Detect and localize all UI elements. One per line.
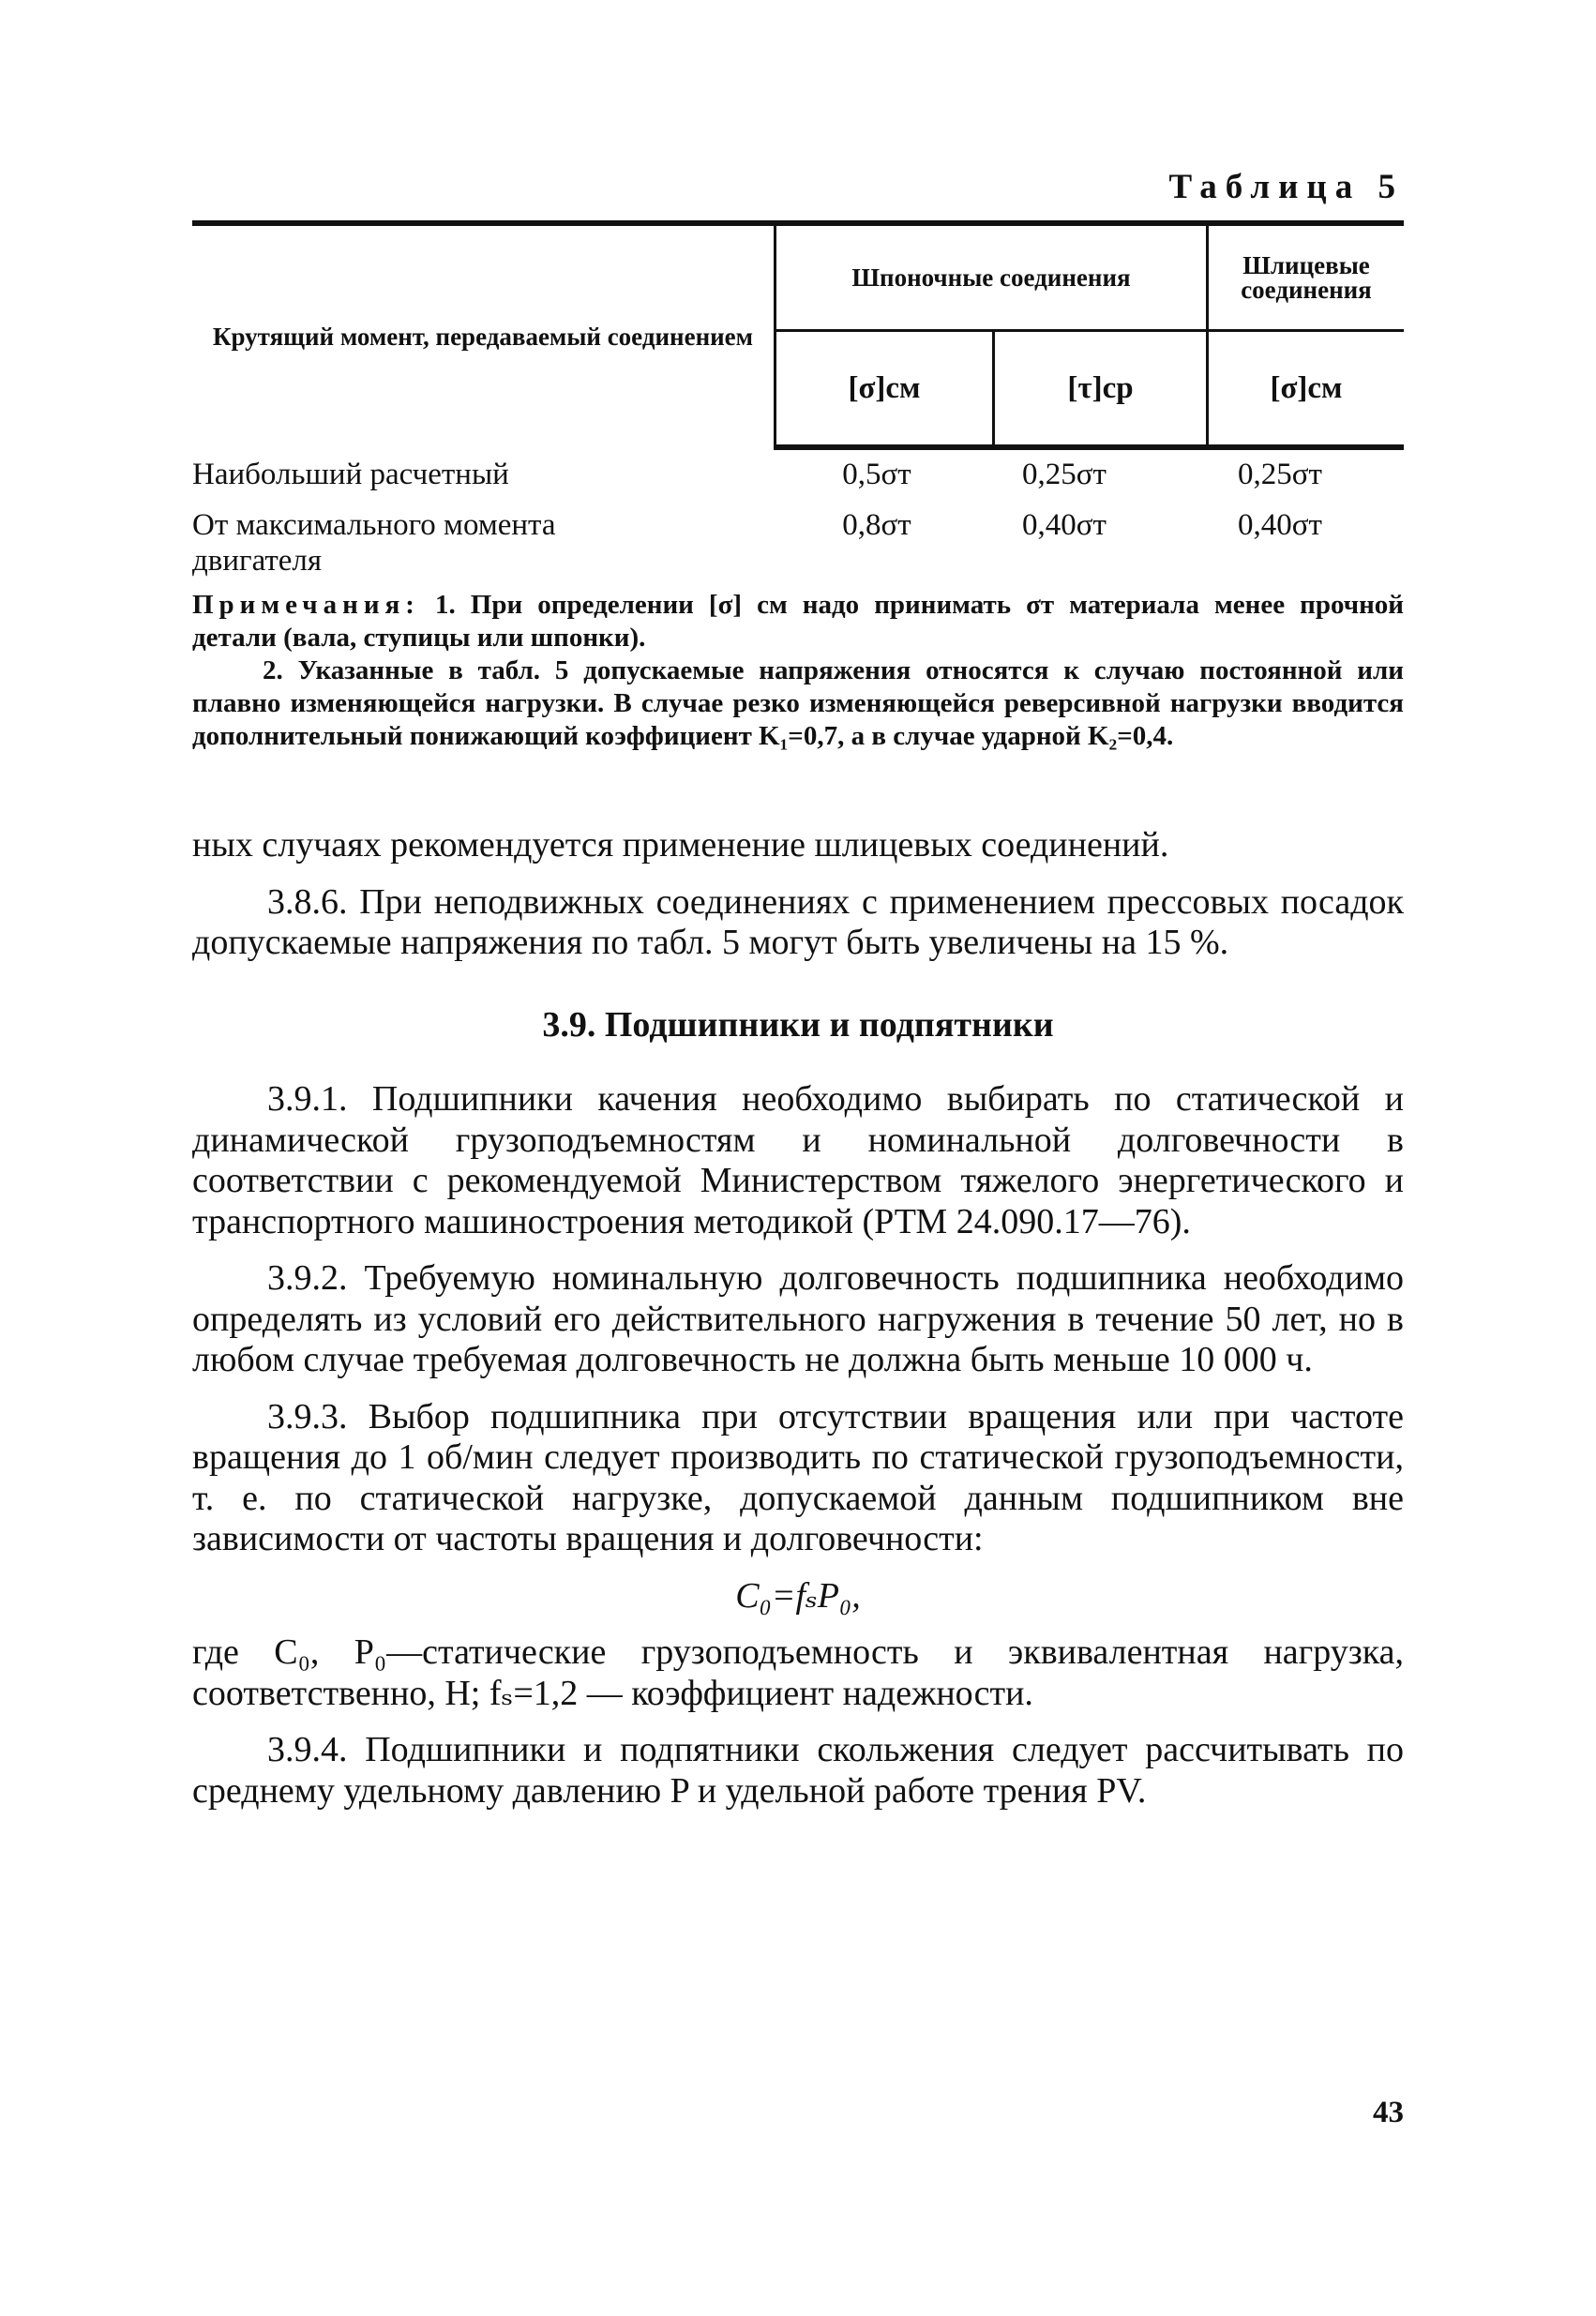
row-value-keyed-sigma: 0,8σт — [842, 508, 911, 542]
formula: C₀=fₛP₀, — [735, 1575, 861, 1616]
section-heading-3-9: 3.9. Подшипники и подпятники — [542, 1004, 1054, 1045]
header-keyed: Шпоночные соединения — [775, 223, 1208, 331]
notes-lead: Примечания: — [192, 590, 420, 620]
row-value-spline-sigma: 0,40σт — [1238, 508, 1322, 542]
table-5-header — [192, 220, 1404, 450]
paragraph-continued: ных случаях рекомендуется применение шлицевых соединений. — [192, 825, 1169, 865]
paragraph-3-9-3: 3.9.3. Выбор подшипника при отсутствии вращения или при частоте вращения до 1 об/мин следует производить по статической грузоподъемности, т. е. по статической нагрузке, допускаемой данным подшипником вне зависимости от частоты вращения и долговечности: — [192, 1396, 1404, 1558]
table-row — [192, 507, 1404, 579]
paragraph-where: где C₀, P₀—статические грузоподъемность и эквивалентная нагрузка, соответственно, Н; fₛ=1,2 — коэффициент надежности. — [192, 1632, 1404, 1713]
row-value-keyed-tau: 0,40σт — [1022, 508, 1107, 542]
paragraph-3-8-6: 3.8.6. При неподвижных соединениях с применением прессовых посадок допускаемые напряжения по табл. 5 могут быть увеличены на 15 %. — [192, 881, 1404, 962]
body-text — [192, 825, 1404, 1827]
row-value-spline-sigma: 0,25σт — [1238, 458, 1322, 491]
paragraph-3-9-1: 3.9.1. Подшипники качения необходимо выбирать по статической и динамической грузоподъемностям и номинальной долговечности в соответствии с рекомендуемой Министерством тяжелого энергетического и транспортного машиностроения методикой (РТМ 24.090.17—76). — [192, 1079, 1404, 1241]
note-2: 2. Указанные в табл. 5 допускаемые напряжения относятся к случаю постоянной или плавно изменяющейся нагрузки. В случае резко изменяющейся реверсивной нагрузки вводится дополнительный понижающий коэффициент K₁=0,7, а в случае ударной K₂=0,4. — [192, 655, 1404, 751]
paragraph-3-9-4: 3.9.4. Подшипники и подпятники скольжения следует рассчитывать по среднему удельному давлению P и удельной работе трения PV. — [192, 1730, 1404, 1811]
note-1 — [192, 589, 1404, 654]
row-value-keyed-tau: 0,25σт — [1022, 458, 1107, 491]
row-value-keyed-sigma: 0,5σт — [842, 458, 911, 491]
note-1-text: 1. При определении [σ] см надо принимать σт материала менее прочной детали (вала, ступицы или шпонки). — [192, 590, 1405, 653]
table-caption: Таблица 5 — [1168, 168, 1404, 206]
table-notes — [192, 589, 1404, 753]
header-torque: Крутящий момент, передаваемый соединением — [192, 223, 775, 447]
header-tau-sr: [τ]ср — [994, 331, 1208, 448]
row-label: От максимального момента двигателя — [192, 508, 556, 578]
paragraph-3-9-2: 3.9.2. Требуемую номинальную долговечность подшипника необходимо определять из условий его действительного нагружения в течение 50 лет, но в любом случае требуемая долговечность не должна быть меньше 10 000 ч. — [192, 1258, 1404, 1379]
page-number: 43 — [1373, 2096, 1404, 2129]
header-sigma-cm-spline: [σ]см — [1208, 331, 1405, 448]
header-spline: Шлицевые соединения — [1208, 223, 1405, 331]
row-label: Наибольший расчетный — [192, 458, 509, 491]
header-sigma-cm-keyed: [σ]см — [775, 331, 994, 448]
table-row — [192, 457, 1404, 492]
table-body — [192, 457, 1404, 594]
